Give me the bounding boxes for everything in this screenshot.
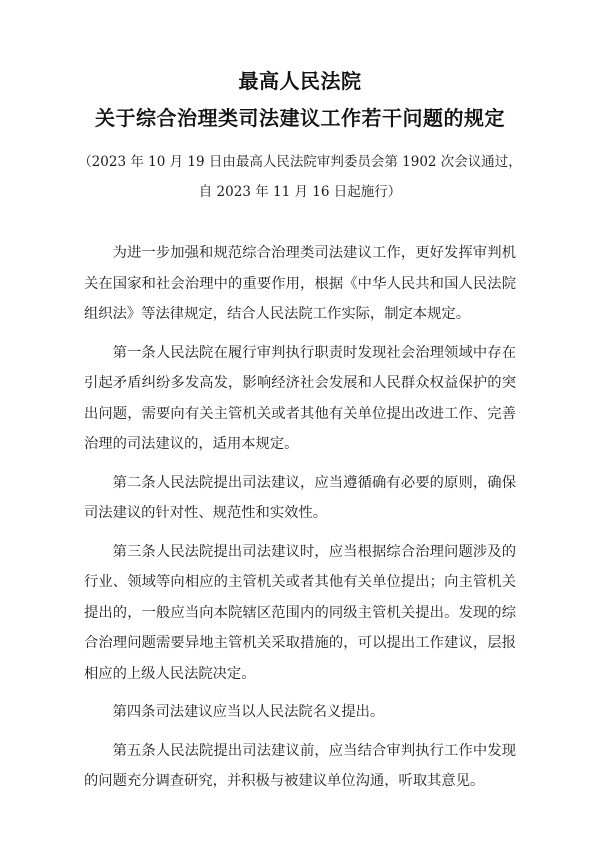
article-1-paragraph: 第一条人民法院在履行审判执行职责时发现社会治理领域中存在引起矛盾纠纷多发高发，影响经济社会发展和人民群众权益保护的突出问题，需要向有关主管机关或者其他有关单位提出改进工作、完善治理的司法建议的，适用本规定。 [84,344,516,452]
court-name-title: 最高人民法院 [238,69,362,93]
article-5-paragraph: 第五条人民法院提出司法建议前，应当结合审判执行工作中发现的问题充分调查研究，并积极与被建议单位沟通，听取其意见。 [84,742,516,789]
adoption-note-line1: （2023 年 10 月 19 日由最高人民法院审判委员会第 1902 次会议通过， [78,154,522,170]
regulation-title: 关于综合治理类司法建议工作若干问题的规定 [95,106,505,130]
preamble-paragraph: 为进一步加强和规范综合治理类司法建议工作，更好发挥审判机关在国家和社会治理中的重要作用，根据《中华人民共和国人民法院组织法》等法律规定，结合人民法院工作实际，制定本规定。 [84,245,516,322]
article-4-paragraph: 第四条司法建议应当以人民法院名义提出。 [112,704,385,720]
article-2-paragraph: 第二条人民法院提出司法建议，应当遵循确有必要的原则，确保司法建议的针对性、规范性和实效性。 [84,474,516,521]
document-body [84,238,516,805]
adoption-note-line2: 自 2023 年 11 月 16 日起施行） [198,184,402,200]
article-3-paragraph: 第三条人民法院提出司法建议时，应当根据综合治理问题涉及的行业、领域等向相应的主管机关或者其他有关单位提出；向主管机关提出的，一般应当向本院辖区范围内的同级主管机关提出。发现的综合治理问题需要异地主管机关采取措施的，可以提出工作建议，层报相应的上级人民法院决定。 [84,543,516,682]
